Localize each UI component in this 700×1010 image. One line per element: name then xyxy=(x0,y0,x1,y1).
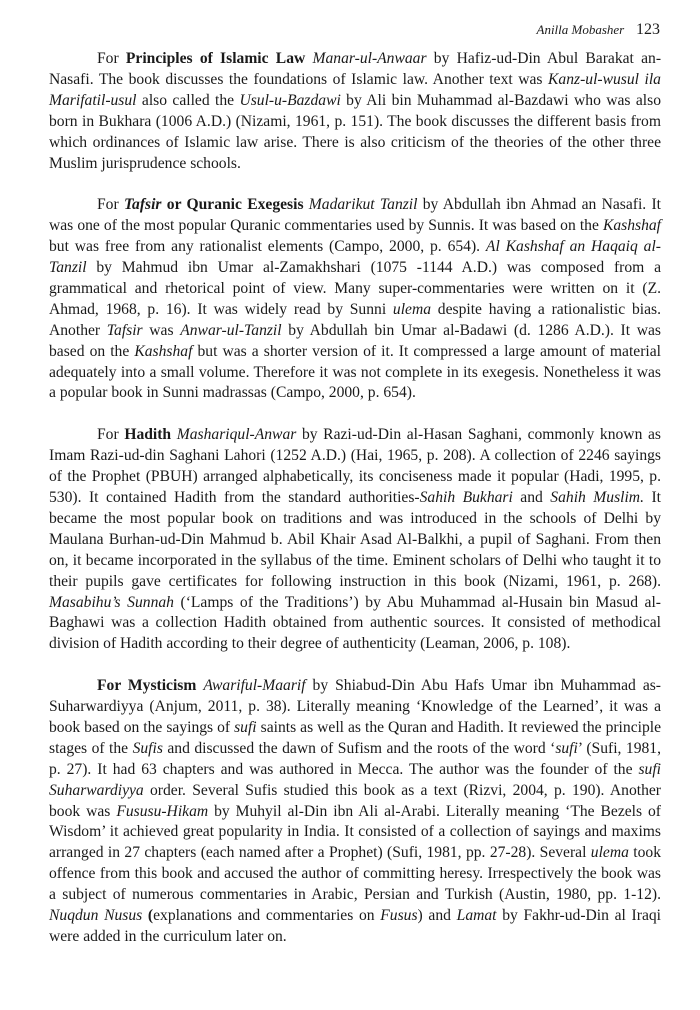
bold-run: Principles of Islamic Law xyxy=(125,50,306,67)
italic-run: Masabihu’s Sunnah xyxy=(49,593,174,611)
text-run: by Hafiz-ud-Din Abul Barakat an-Nasafi. The book discusses the foundations of Islamic law. Another text was xyxy=(49,50,662,88)
italic-run: Madarikut Tanzil xyxy=(308,196,418,214)
text-run: by Muhyil al-Din ibn Ali al-Arabi. Literally meaning ‘The Bezels of Wisdom’ it achieved great popularity in India. It consisted of a collection of sayings and maxims arranged in 27 chapters (each named after a Prophet) (Sufi, 1981, pp. 27-28). Several xyxy=(49,802,661,862)
italic-run: Kashshaf xyxy=(134,342,193,360)
text-run: saints as well as the Quran and Hadith. It reviewed the principle stages of the xyxy=(49,718,661,757)
italic-run: ulema xyxy=(392,300,432,318)
italic-run: Sufis xyxy=(132,739,163,757)
text-run: also called the xyxy=(136,91,240,109)
text-run: by Razi-ud-Din al-Hasan Saghani, commonly known as Imam Razi-ud-din Saghani Lahori (1252 A.D.) (Hai, 1965, p. 208). A collection of 2246 sayings of the Prophet (PBUH) arranged alphabetically, its conciseness made it popular (Hadi, 1995, p. 530). It contained Hadith from the standard authorities- xyxy=(49,426,661,506)
paragraph xyxy=(49,676,661,948)
text-run: by Mahmud ibn Umar al-Zamakhshari (1075 -1144 A.D.) was composed from a grammatical and rhetorical point of view. Many super-commentaries were written on it (Z. Ahmad, 1968, p. 16). It was widely read by Sunni xyxy=(49,259,661,318)
italic-run: Manar-ul-Anwaar xyxy=(312,50,427,67)
text-run: by Fakhr-ud-Din al Iraqi were added in the curriculum later on. xyxy=(49,907,661,946)
text-run: and xyxy=(512,489,551,506)
bold-run: or Quranic Exegesis xyxy=(161,196,304,214)
text-run: For xyxy=(97,50,126,67)
italic-run: sufi Suharwardiyya xyxy=(49,760,661,799)
text-run xyxy=(305,50,312,67)
italic-run: Fususu-Hikam xyxy=(116,802,209,820)
text-run: by Shiabud-Din Abu Hafs Umar ibn Muhammad as-Suharwardiyya (Anjum, 2011, p. 38). Literally meaning ‘Knowledge of the Learned’, it was a book based on the sayings of xyxy=(49,677,662,736)
header-author: Anilla Mobasher xyxy=(536,22,625,37)
text-run: by Ali bin Muhammad al-Bazdawi who was also born in Bukhara (1006 A.D.) (Nizami, 1961, p. 151). The book discusses the different basis from which ordinances of Islamic law arise. There is also criticism of the theories of the other three Muslim jurisprudence schools. xyxy=(49,91,661,172)
text-run: was xyxy=(142,321,181,339)
text-run: For xyxy=(97,426,125,444)
text-run: but was a shorter version of it. It compressed a large amount of material adequately into a small volume. Therefore it was not complete in its exegesis. Nonetheless it was a popular book in Sunni madrassas (Campo, 2000, p. 654). xyxy=(49,342,661,402)
italic-run: Fusus xyxy=(380,907,418,925)
text-run: (‘Lamps of the Traditions’) by Abu Muhammad al-Husain bin Masud al-Baghawi was a collection Hadith obtained from authentic sources. It consisted of methodical division of Hadith according to their degree of authenticity (Leaman, 2006, p. 108). xyxy=(49,593,661,653)
body-text xyxy=(49,49,661,948)
text-run: despite having a rationalistic bias. Another xyxy=(49,300,661,339)
italic-run: Mashariqul-Anwar xyxy=(176,426,297,444)
text-run: and discussed the dawn of Sufism and the roots of the word ‘ xyxy=(162,739,556,757)
italic-run: Tafsir xyxy=(106,321,143,339)
italic-run: Sahih Bukhari xyxy=(419,489,513,506)
text-run: explanations and commentaries on xyxy=(153,907,381,925)
italic-run: Awariful-Maarif xyxy=(203,677,306,695)
bold-run: Hadith xyxy=(124,426,172,444)
text-run: but was free from any rationalist elements (Campo, 2000, p. 654). xyxy=(49,238,486,256)
paragraph xyxy=(49,49,661,174)
italic-run: ulema xyxy=(590,844,629,862)
italic-run: Anwar-ul-Tanzil xyxy=(180,321,282,339)
bold-run: For Mysticism xyxy=(97,677,197,695)
text-run: For xyxy=(97,196,124,214)
italic-run: Kanz-ul-wusul ila Marifatil-usul xyxy=(49,70,661,109)
bold-run: ( xyxy=(147,907,154,925)
paragraph xyxy=(49,195,661,404)
italic-run: Al Kashshaf an Haqaiq al-Tanzil xyxy=(49,238,661,277)
running-header xyxy=(537,20,661,40)
italic-run: sufi xyxy=(234,718,257,736)
text-run: took offence from this book and accused the author of committing heresy. Irrespectively the book was a subject of numerous commentaries in Arabic, Persian and Turkish (Austin, 1980, pp. 1-12). xyxy=(49,844,661,904)
bold-run: Tafsir xyxy=(123,196,162,214)
italic-run: Lamat xyxy=(456,907,497,925)
text-run: by Abdullah ibn Ahmad an Nasafi. It was one of the most popular Quranic commentaries used by Sunnis. It was based on the xyxy=(49,196,661,235)
italic-run: Usul-u-Bazdawi xyxy=(239,91,341,109)
text-run: ) and xyxy=(417,907,457,925)
text-run: order. Several Sufis studied this book as a text (Rizvi, 2004, p. 190). Another book was xyxy=(49,781,661,820)
italic-run: Sahih Muslim. xyxy=(550,489,644,506)
text-run: by Abdullah bin Umar al-Badawi (d. 1286 A.D.). It was based on the xyxy=(49,321,661,360)
italic-run: Kashshaf xyxy=(602,217,661,235)
page-number: 123 xyxy=(636,21,660,38)
paragraph xyxy=(49,425,661,655)
italic-run: sufi xyxy=(555,739,578,757)
text-run: It became the most popular book on traditions and was introduced in the schools of Delhi by Maulana Burhan-ud-Din Mahmud b. Abil Khair Asad Al-Balkhi, a pupil of Saghani. From then on, it became incorporated in the syllabus of the time. Eminent scholars of Delhi who taught it to their pupils gave certificates for following instruction in this book (Nizami, 1961, p. 268). xyxy=(49,489,661,590)
text-run: ’ (Sufi, 1981, p. 27). It had 63 chapters and was authored in Mecca. The author was the founder of the xyxy=(49,739,661,778)
italic-run: Nuqdun Nusus xyxy=(49,907,143,925)
